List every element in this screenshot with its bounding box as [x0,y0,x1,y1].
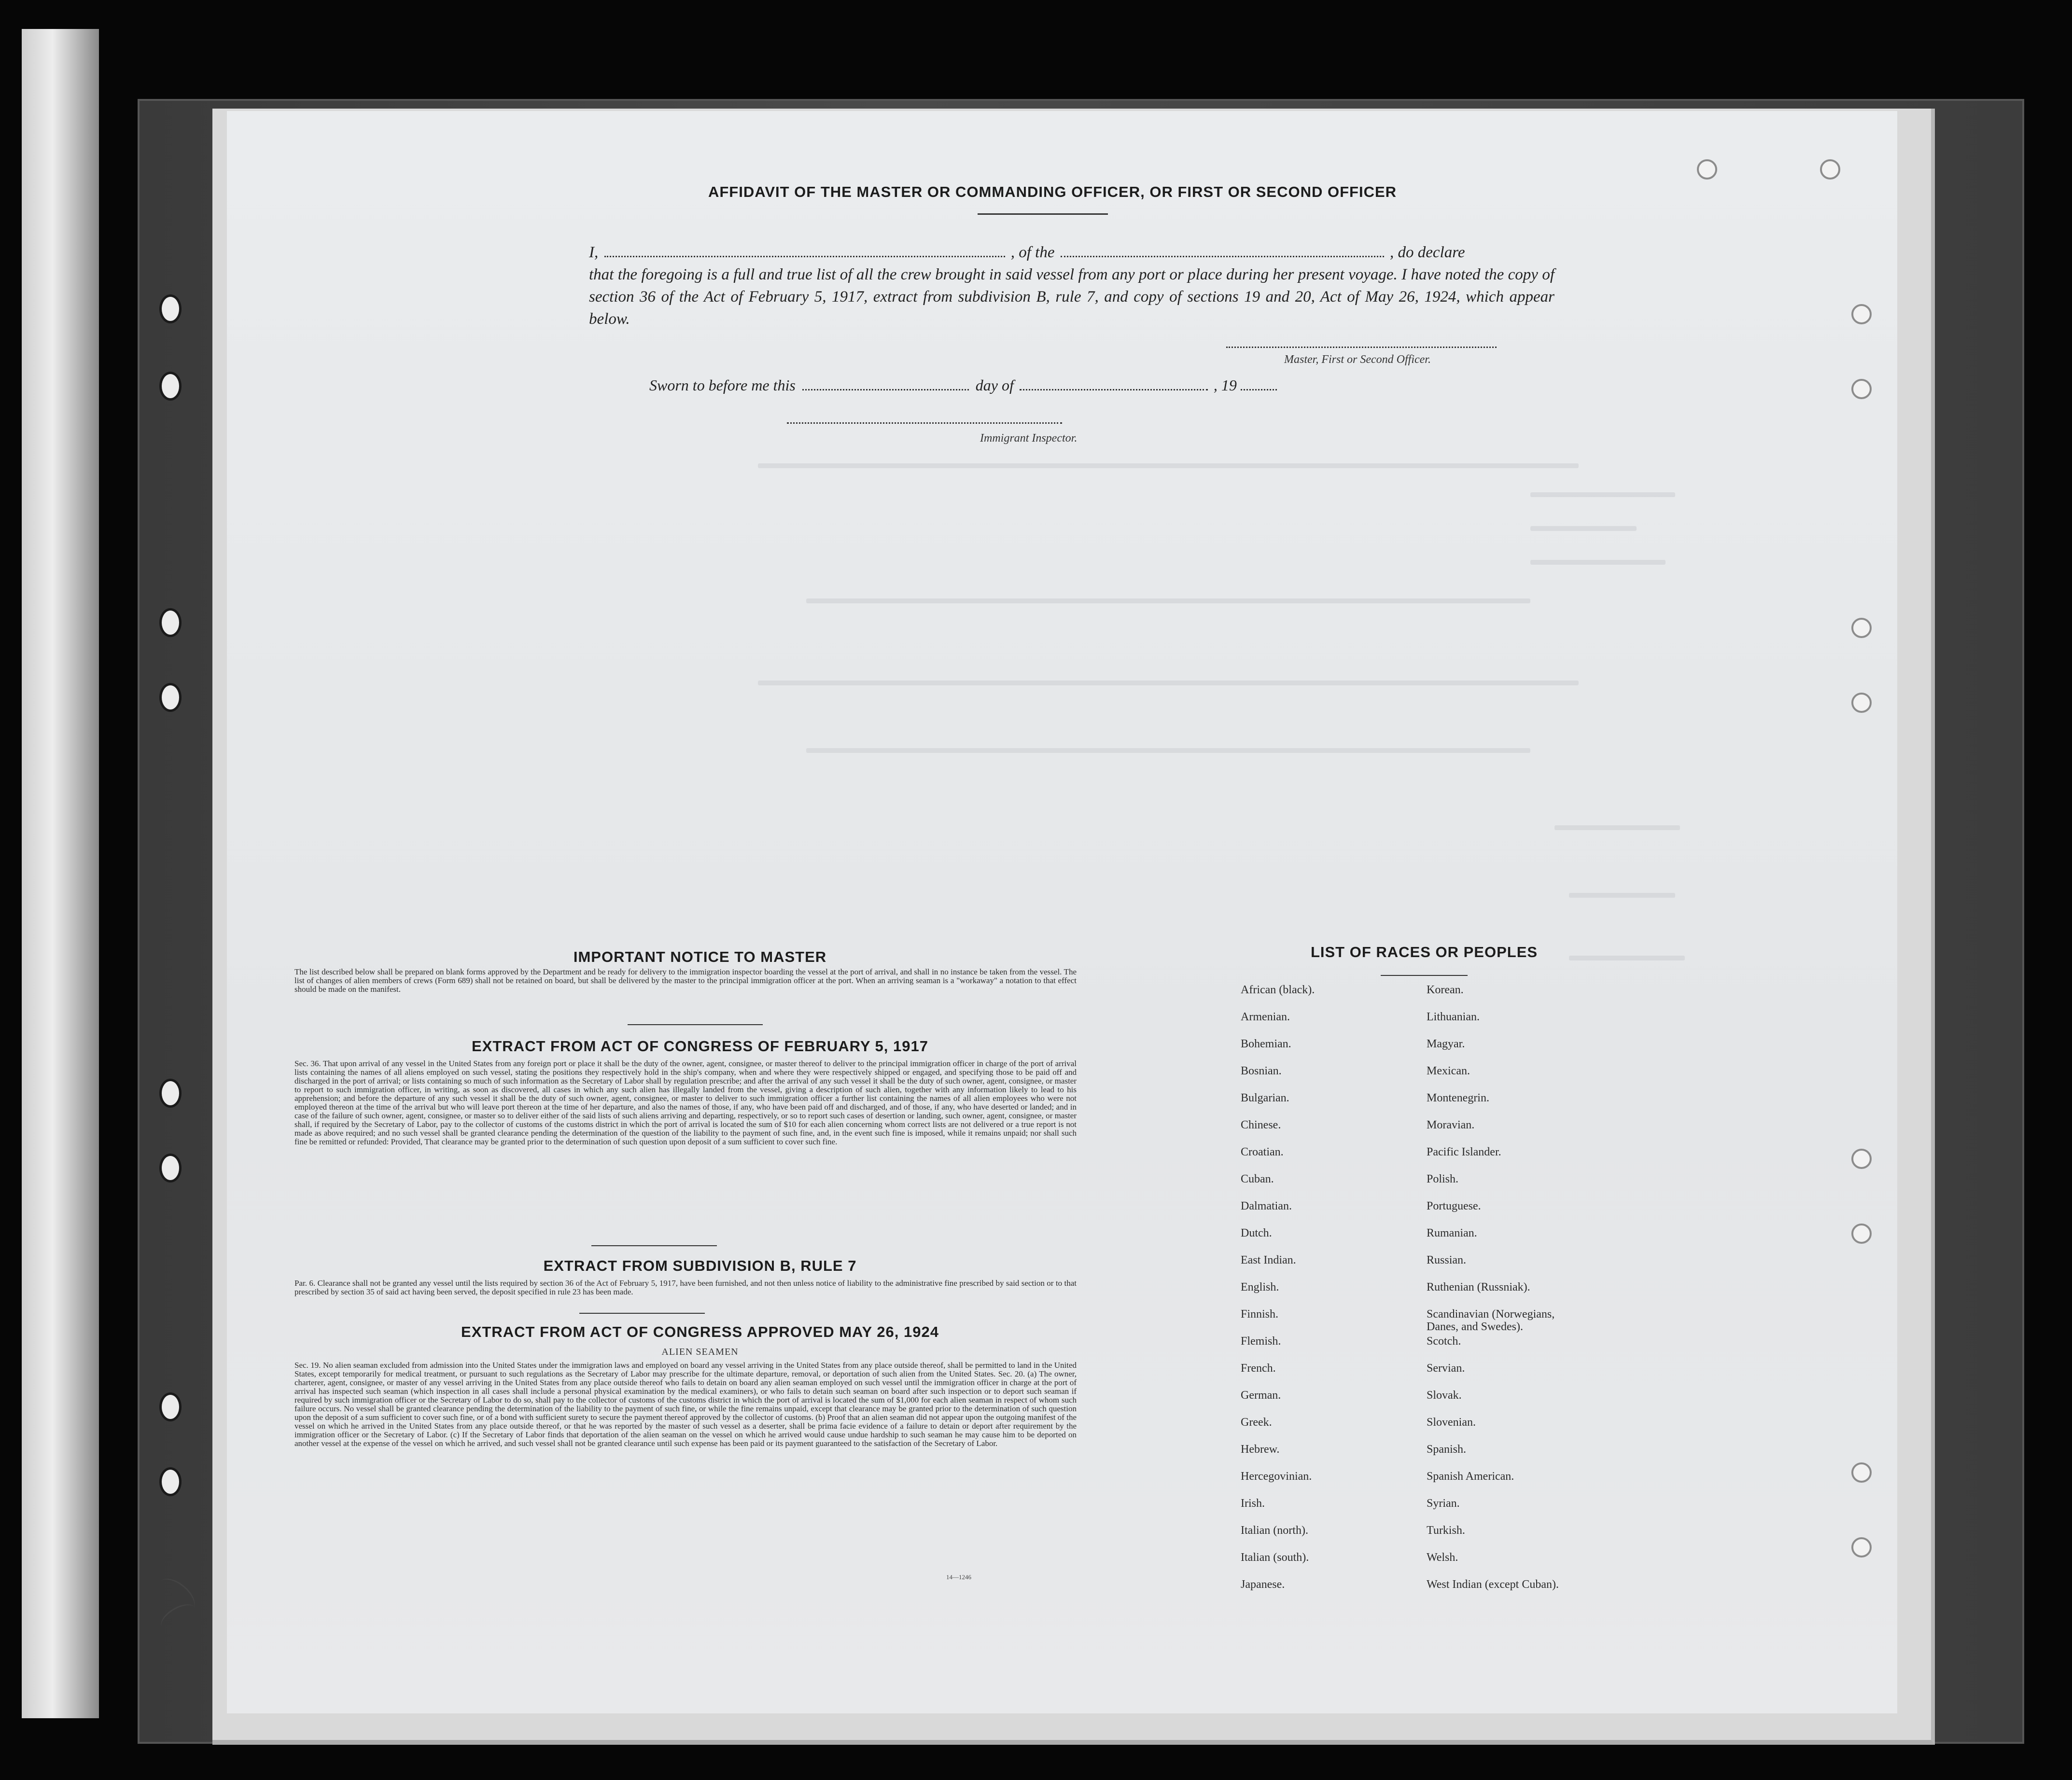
binder-hole-icon [159,1467,182,1496]
show-through [758,463,1579,468]
punch-hole-icon [1851,304,1872,324]
extract-1917-text: Sec. 36. That upon arrival of any vessel in the United States from any foreign port or place it shall be the duty of the owner, agent, consignee, or master thereof to deliver to the principal immigration officer in charge of the port of arrival lists containing the names of all aliens employed on such vessel, stating the positions they respectively hold in the ship's company, when and where they were respectively shipped or engaged, and specifying those to be paid off and discharged in the port of arrival; or lists containing so much of such information as the Secretary of Labor shall by regulation prescribe; and after the arrival of any such vessel it shall be the duty of such owner, agent, consignee, or master to report to such immigration officer, in writing, as soon as discovered, all cases in which any such alien has illegally landed from the vessel, giving a description of such alien, together with any information likely to lead to his apprehension; and before the departure of any such vessel it shall be the duty of such owner, agent, consignee, or master to deliver to such immigration officer a further list containing the names of all alien employees who were not employed thereon at the time of the arrival but who will leave port thereon at the time of her departure, and also the names of those, if any, who have been paid off and discharged, and of those, if any, who have deserted or landed; and in case of the failure of such owner, agent, consignee, or master so to deliver either of the said lists of such aliens arriving and departing, respectively, or so to report such cases of desertion or landing, such owner, agent, consignee, or master shall, if required by the Secretary of Labor, pay to the collector of customs of the customs district in which the port of arrival is located the sum of $10 for each alien concerning whom correct lists are not delivered or a true report is not made as above required; and no such vessel shall be granted clearance pending the determination of the question of the liability to the payment of such fine, and, in the event such fine is imposed, while it remains unpaid; nor shall such fine be remitted or refunded: Provided, That clearance may be granted prior to the determination of such question upon deposit of a sum sufficient to cover such fine. [294,1059,1077,1146]
notice-text: The list described below shall be prepared on blank forms approved by the Department and be ready for delivery to the immigration inspector boarding the vessel at the port of arrival, and shall in no instance be taken from the vessel. The list of changes of alien members of crews (Form 689) shall not be retained on board, but shall be delivered by the master to the principal immigration officer at the port. When an arriving seaman is a "workaway" a notation to that effect should be made on the manifest. [294,967,1077,994]
affidavit-body: that the foregoing is a full and true list of all the crew brought in said vessel from any port or place during her present voyage. I have noted the copy of section 36 of the Act of February 5, 1917, extract from subdivision B, rule 7, and copy of sections 19 and 20, Act of May 26, 1924, which appear below. [589,266,1554,328]
race-item: Chinese. [1241,1119,1281,1131]
race-item: Bohemian. [1241,1038,1291,1050]
race-item: Russian. [1427,1254,1467,1266]
race-item: Hebrew. [1241,1443,1280,1456]
vessel-name-field[interactable] [1061,256,1384,257]
binder-page-stack [22,29,99,1718]
race-item: Slovak. [1427,1389,1462,1402]
affidavit-i-label: I, [589,244,599,261]
affidavit-title: AFFIDAVIT OF THE MASTER OR COMMANDING OFFICER, OR FIRST OR SECOND OFFICER [708,183,1397,200]
race-item: Polish. [1427,1173,1459,1185]
show-through [758,681,1579,685]
inspector-label: Immigrant Inspector. [980,432,1078,445]
divider [628,1024,763,1025]
sworn-month-field[interactable] [1020,389,1208,390]
binder-hole-icon [159,1079,182,1108]
race-item: Spanish American. [1427,1470,1514,1483]
race-item [1427,1605,1675,1632]
notice-title: IMPORTANT NOTICE TO MASTER [573,948,827,965]
binder-hole-icon [159,608,182,637]
race-item: Dalmatian. [1241,1200,1292,1212]
affidavit-declare-label: , do declare [1389,244,1465,261]
show-through [1530,526,1637,531]
master-name-field[interactable] [604,256,1005,257]
race-item: Hercegovinian. [1241,1470,1312,1483]
race-item: Cuban. [1241,1173,1274,1185]
race-item: Pacific Islander. [1427,1146,1501,1158]
punch-hole-icon [1851,1462,1872,1483]
binder-hole-icon [159,372,182,401]
form-number: 14—1246 [946,1573,971,1581]
punch-hole-icon [1851,1537,1872,1558]
master-signature-line[interactable] [1226,347,1497,348]
sworn-statement [649,376,1277,394]
races-title: LIST OF RACES OR PEOPLES [1310,944,1538,960]
race-item: Korean. [1427,984,1464,996]
race-item: Spanish. [1427,1443,1467,1456]
affidavit-line-1 [589,241,1767,264]
binder-hole-icon [159,1154,182,1182]
punch-hole-icon [1851,1149,1872,1169]
race-item: Mexican. [1427,1065,1470,1077]
race-item: Syrian. [1427,1497,1460,1510]
punch-hole-icon [1851,379,1872,399]
race-item: Irish. [1241,1497,1265,1510]
sworn-prefix: Sworn to before me this [649,376,796,394]
race-item: Dutch. [1241,1227,1272,1239]
binder-hole-icon [159,294,182,323]
divider [978,213,1108,215]
show-through [1569,893,1675,898]
race-item: Servian. [1427,1362,1465,1375]
punch-hole-icon [1697,159,1717,180]
race-item: Greek. [1241,1416,1272,1429]
show-through [1530,560,1666,565]
race-item: Armenian. [1241,1011,1290,1023]
show-through [806,598,1530,603]
race-item: Italian (north). [1241,1524,1308,1537]
race-item: Scandinavian (Norwegians, Danes, and Swedes). [1427,1308,1555,1333]
race-item: Montenegrin. [1427,1092,1489,1104]
sworn-year-field[interactable] [1241,389,1277,390]
show-through [806,748,1530,753]
extract-1924-subtitle: ALIEN SEAMEN [661,1347,739,1357]
punch-hole-icon [1851,1224,1872,1244]
race-item: Welsh. [1427,1551,1458,1564]
show-through [1530,492,1675,497]
show-through [1554,825,1680,830]
punch-hole-icon [1851,618,1872,638]
divider [1381,975,1468,976]
race-item: Italian (south). [1241,1551,1309,1564]
affidavit-of-label: , of the [1010,244,1055,261]
race-item: Croatian. [1241,1146,1284,1158]
race-item: French. [1241,1362,1276,1375]
race-item: Scotch. [1427,1335,1461,1348]
inspector-signature-line[interactable] [787,422,1062,424]
binder-hole-icon [159,683,182,712]
race-item: German. [1241,1389,1281,1402]
race-item: Portuguese. [1427,1200,1481,1212]
extract-1924-title: EXTRACT FROM ACT OF CONGRESS APPROVED MAY 26, 1924 [461,1323,939,1340]
race-item: Magyar. [1427,1038,1465,1050]
race-item: West Indian (except Cuban). [1427,1578,1559,1591]
master-signature-label: Master, First or Second Officer. [1284,353,1431,366]
races-list [1241,984,1675,1632]
divider [591,1245,717,1246]
race-item: Turkish. [1427,1524,1465,1537]
race-item: Slovenian. [1427,1416,1476,1429]
race-item: Flemish. [1241,1335,1281,1348]
race-item: African (black). [1241,984,1315,996]
punch-hole-icon [1851,693,1872,713]
sworn-day-field[interactable] [802,389,969,390]
rule7-text: Par. 6. Clearance shall not be granted any vessel until the lists required by section 36 of the Act of February 5, 1917, have been furnished, and not then unless notice of liability to the administrative fine prescribed by said section or to that prescribed by section 35 of said act having been served, the deposit specified in rule 23 has been made. [294,1279,1077,1296]
race-item: Rumanian. [1427,1227,1477,1239]
race-item: Moravian. [1427,1119,1475,1131]
race-item: Ruthenian (Russniak). [1427,1281,1530,1293]
rule7-title: EXTRACT FROM SUBDIVISION B, RULE 7 [543,1257,857,1274]
binder-hole-icon [159,1392,182,1421]
race-item [1241,1605,1427,1632]
manifest-page [227,111,1897,1713]
race-item: English. [1241,1281,1279,1293]
race-item: Bosnian. [1241,1065,1282,1077]
punch-hole-icon [1820,159,1840,180]
race-item: Lithuanian. [1427,1011,1480,1023]
sworn-year-label: , 19 [1213,376,1237,394]
divider [579,1313,705,1314]
extract-1924-text: Sec. 19. No alien seaman excluded from admission into the United States under the immigration laws and employed on board any vessel arriving in the United States from any place outside thereof, shall be permitted to land in the United States, except temporarily for medical treatment, or pursuant to such regulations as the Secretary of Labor may prescribe for the ultimate departure, removal, or deportation of such alien from the United States. Sec. 20. (a) The owner, charterer, agent, consignee, or master of any vessel arriving in the United States from any place outside thereof who fails to detain on board any alien seaman employed on such vessel until the immigration officer in charge at the port of arrival has inspected such seaman (which inspection in all cases shall include a personal physical examination by the medical examiners), or who fails to detain such seaman on board after such inspection or to deport such seaman if required by such immigration officer or the Secretary of Labor to do so, shall pay to the collector of customs of the customs district in which the port of arrival is located the sum of $1,000 for each alien seaman in respect of whom such failure occurs. No vessel shall be granted clearance pending the determination of the liability to the payment of such fine, or while the fine remains unpaid, except that clearance may be granted prior to the determination of such question upon the deposit of a sum sufficient to cover such fine, or of a bond with sufficient surety to secure the payment thereof approved by the collector of customs. (b) Proof that an alien seaman did not appear upon the outgoing manifest of the vessel on which he arrived in the United States from any place outside thereof, or that he was reported by the master of such vessel as a deserter, shall be prima facie evidence of a failure to detain or deport after requirement by the immigration officer or the Secretary of Labor. (c) If the Secretary of Labor finds that deportation of the alien seaman on the vessel on which he arrived would cause undue hardship to such seaman he may cause him to be deported on another vessel at the expense of the vessel on which he arrived, and such vessel shall not be granted clearance until such expense has been paid or its payment guaranteed to the satisfaction of the Secretary of Labor. [294,1361,1077,1448]
race-item: Finnish. [1241,1308,1279,1321]
extract-1917-title: EXTRACT FROM ACT OF CONGRESS OF FEBRUARY 5, 1917 [472,1038,928,1055]
race-item: Japanese. [1241,1578,1285,1591]
sworn-day-label: day of [975,376,1014,394]
race-item: East Indian. [1241,1254,1296,1266]
race-item: Bulgarian. [1241,1092,1289,1104]
